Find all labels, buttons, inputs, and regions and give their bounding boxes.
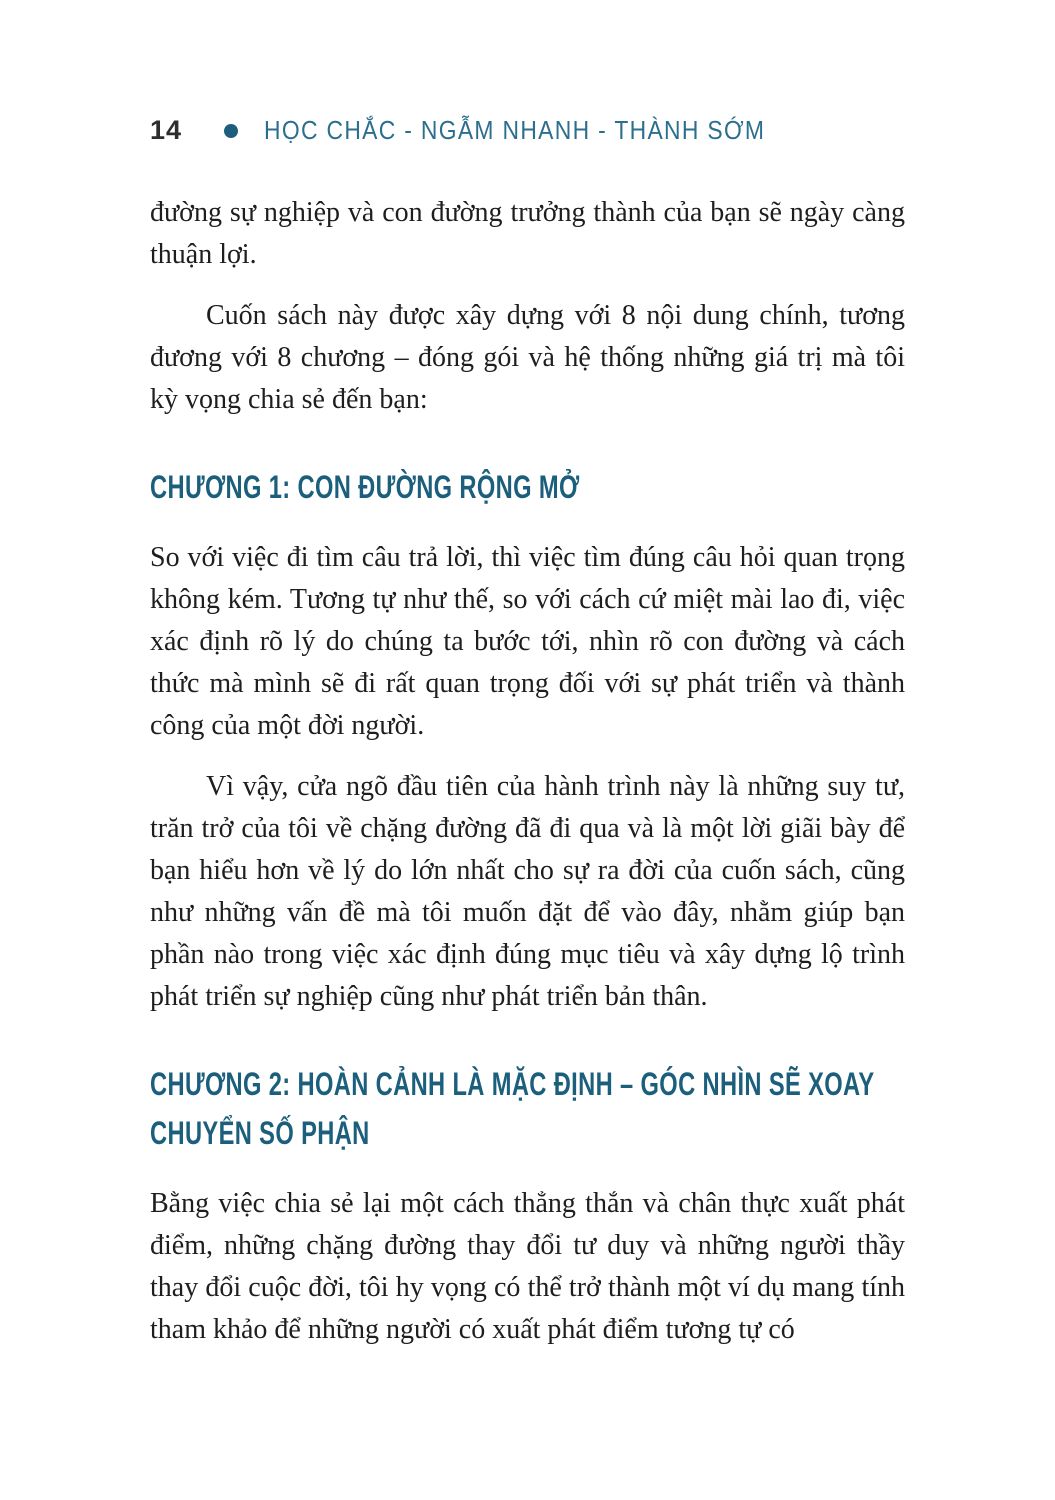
chapter-2-paragraph-1: Bằng việc chia sẻ lại một cách thẳng thắn và chân thực xuất phát điểm, những chặng đường thay đổi tư duy và những người thầy thay đổi cuộc đời, tôi hy vọng có thể trở thành một ví dụ mang tính tham khảo để những người có xuất phát điểm tương tự có bbox=[150, 1188, 905, 1345]
paragraph-intro-continuation: đường sự nghiệp và con đường trưởng thành của bạn sẽ ngày càng thuận lợi. bbox=[150, 197, 905, 270]
chapter-1-heading bbox=[150, 463, 905, 512]
running-title: HỌC CHẮC - NGẪM NHANH - THÀNH SỚM bbox=[264, 114, 766, 145]
chapter-2-heading-line-1: CHƯƠNG 2: HOÀN CẢNH LÀ MẶC ĐỊNH – GÓC NHÌN SẼ XOAY bbox=[150, 1066, 875, 1102]
chapter-2-heading-line-2: CHUYỂN SỐ PHẬN bbox=[150, 1115, 370, 1151]
chapter-1-paragraph-2: Vì vậy, cửa ngõ đầu tiên của hành trình này là những suy tư, trăn trở của tôi về chặng đường đã đi qua và là một lời giãi bày để bạn hiểu hơn về lý do lớn nhất cho sự ra đời của cuốn sách, cũng như những vấn đề mà tôi muốn đặt để vào đây, nhằm giúp bạn phần nào trong việc xác định đúng mục tiêu và xây dựng lộ trình phát triển sự nghiệp cũng như phát triển bản thân. bbox=[150, 771, 905, 1012]
chapter-1-heading-text: CHƯƠNG 1: CON ĐƯỜNG RỘNG MỞ bbox=[150, 469, 580, 505]
paragraph-book-structure: Cuốn sách này được xây dựng với 8 nội dung chính, tương đương với 8 chương – đóng gói và hệ thống những giá trị mà tôi kỳ vọng chia sẻ đến bạn: bbox=[150, 300, 905, 415]
page-content bbox=[150, 192, 905, 1351]
page-number: 14 bbox=[150, 114, 183, 145]
chapter-2-heading bbox=[150, 1060, 905, 1158]
chapter-1-paragraph-1: So với việc đi tìm câu trả lời, thì việc tìm đúng câu hỏi quan trọng không kém. Tương tự như thế, so với cách cứ miệt mài lao đi, việc xác định rõ lý do chúng ta bước tới, nhìn rõ con đường và cách thức mà mình sẽ đi rất quan trọng đối với sự phát triển và thành công của một đời người. bbox=[150, 542, 905, 741]
bullet-dot-icon bbox=[224, 124, 238, 138]
running-header bbox=[150, 112, 905, 148]
